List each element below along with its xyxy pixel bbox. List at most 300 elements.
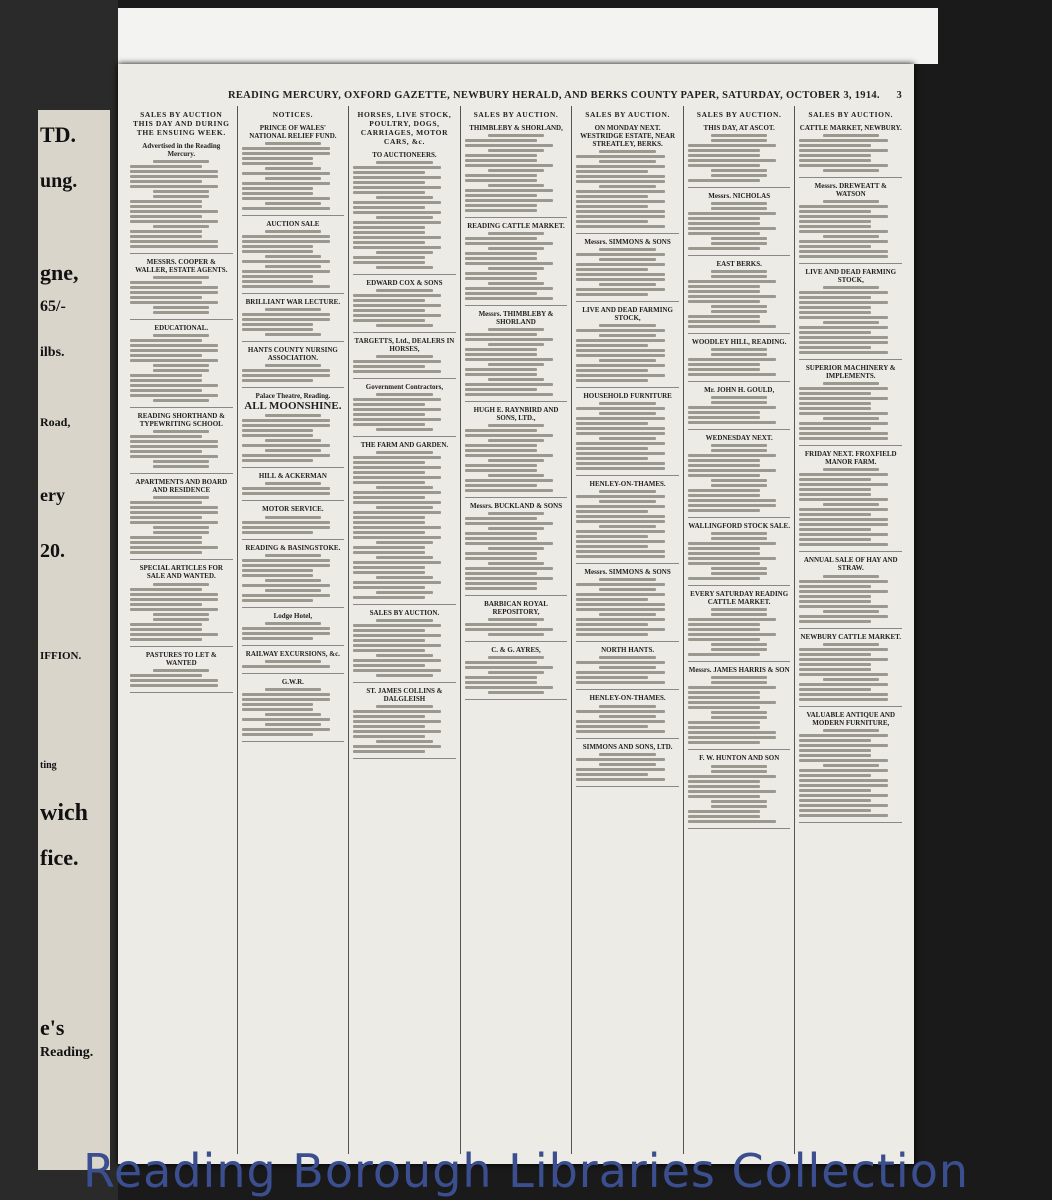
- advertisement-title: EDWARD COX & SONS: [366, 279, 443, 288]
- body-text-line: [376, 196, 432, 199]
- advertisement-title: Messrs. JAMES HARRIS & SON: [688, 666, 790, 675]
- body-text-line: [688, 358, 776, 361]
- adjacent-page-fragment: ung.: [40, 170, 78, 192]
- body-text-line: [799, 663, 871, 666]
- body-text-line: [711, 479, 767, 482]
- body-text-line: [353, 314, 441, 317]
- body-text-line: [711, 800, 767, 803]
- advertisement: [242, 296, 345, 342]
- body-text-line: [242, 526, 330, 529]
- body-text-line: [130, 296, 202, 299]
- body-text-line: [688, 144, 776, 147]
- body-text-line: [799, 331, 871, 334]
- body-text-line: [576, 417, 664, 420]
- body-text-line: [353, 730, 441, 733]
- body-text-line: [353, 659, 441, 662]
- body-text-line: [153, 334, 209, 337]
- body-text-line: [823, 382, 879, 385]
- body-text-line: [576, 710, 664, 713]
- body-text-line: [488, 474, 544, 477]
- body-text-line: [353, 571, 425, 574]
- advertisement: [465, 404, 568, 498]
- body-text-line: [711, 207, 767, 210]
- body-text-line: [799, 658, 887, 661]
- body-text-line: [153, 618, 209, 621]
- body-text-line: [688, 373, 776, 376]
- body-text-line: [711, 532, 767, 535]
- body-text-line: [353, 644, 441, 647]
- body-text-line: [799, 600, 871, 603]
- body-text-line: [376, 654, 432, 657]
- body-text-line: [130, 435, 202, 438]
- body-text-line: [799, 301, 887, 304]
- body-text-line: [353, 166, 441, 169]
- body-text-line: [799, 473, 887, 476]
- body-text-line: [799, 412, 887, 415]
- advertisement: [465, 220, 568, 306]
- body-text-line: [353, 531, 425, 534]
- body-text-line: [576, 447, 648, 450]
- advertisement: [242, 610, 345, 646]
- body-text-line: [265, 265, 321, 268]
- body-text-line: [353, 461, 425, 464]
- body-text-line: [488, 267, 544, 270]
- body-text-line: [130, 536, 202, 539]
- body-text-line: [353, 526, 441, 529]
- body-text-line: [130, 200, 202, 203]
- advertisement: [688, 520, 791, 586]
- body-text-line: [130, 551, 202, 554]
- body-text-line: [688, 217, 760, 220]
- body-text-line: [576, 165, 664, 168]
- page-header: [118, 90, 914, 104]
- body-text-line: [823, 417, 879, 420]
- body-text-line: [799, 698, 887, 701]
- body-text-line: [353, 370, 441, 373]
- advertisement: [130, 562, 233, 646]
- body-text-line: [688, 232, 760, 235]
- body-text-line: [465, 368, 537, 371]
- advertisement-title: HENLEY-ON-THAMES.: [589, 480, 666, 489]
- body-text-line: [265, 414, 321, 417]
- body-text-line: [711, 805, 767, 808]
- body-text-line: [130, 679, 218, 682]
- column-heading: HORSES, LIVE STOCK, POULTRY, DOGS, CARRIAGES, MOTOR CARS, &c.: [357, 110, 452, 146]
- body-text-line: [799, 518, 887, 521]
- body-text-line: [711, 770, 767, 773]
- body-text-line: [130, 440, 218, 443]
- body-text-line: [242, 369, 330, 372]
- body-text-line: [488, 439, 544, 442]
- adjacent-page-fragment: e's: [40, 1015, 65, 1040]
- body-text-line: [576, 661, 664, 664]
- adjacent-page-fragment: ting: [40, 760, 57, 771]
- advertisement: [799, 709, 902, 823]
- body-text-line: [599, 283, 655, 286]
- body-text-line: [711, 716, 767, 719]
- body-text-line: [265, 255, 321, 258]
- body-text-line: [576, 720, 664, 723]
- advertisement-title: Advertised in the Reading Mercury.: [142, 142, 221, 159]
- body-text-line: [799, 759, 887, 762]
- advertisement-title: HENLEY-ON-THAMES.: [589, 694, 666, 703]
- body-text-line: [353, 750, 425, 753]
- body-text-line: [799, 255, 887, 258]
- body-text-line: [576, 623, 648, 626]
- body-text-line: [711, 275, 767, 278]
- body-text-line: [130, 455, 218, 458]
- body-text-line: [465, 204, 537, 207]
- body-text-line: [153, 225, 209, 228]
- advertisement-title: SUPERIOR MACHINERY & IMPLEMENTS.: [805, 364, 896, 381]
- advertisement-title: LIVE AND DEAD FARMING STOCK,: [805, 268, 897, 285]
- body-text-line: [242, 162, 314, 165]
- body-text-line: [353, 664, 425, 667]
- body-text-line: [465, 577, 553, 580]
- body-text-line: [353, 191, 425, 194]
- body-text-line: [353, 471, 425, 474]
- body-text-line: [465, 572, 537, 575]
- body-text-line: [823, 678, 879, 681]
- body-text-line: [465, 358, 553, 361]
- body-text-line: [688, 509, 760, 512]
- advertisement-title: BRILLIANT WAR LECTURE.: [245, 298, 341, 307]
- body-text-line: [465, 666, 553, 669]
- advertisement-title: C. & G. AYRES,: [491, 646, 541, 655]
- body-text-line: [488, 562, 544, 565]
- body-text-line: [265, 230, 321, 233]
- body-text-line: [130, 240, 218, 243]
- body-text-line: [799, 693, 887, 696]
- advertisement-title: HANTS COUNTY NURSING ASSOCIATION.: [247, 346, 338, 363]
- body-text-line: [465, 189, 553, 192]
- body-text-line: [576, 515, 664, 518]
- body-text-line: [799, 513, 871, 516]
- body-text-line: [799, 580, 887, 583]
- body-text-line: [465, 209, 537, 212]
- body-text-line: [242, 459, 314, 462]
- advertisement-title: VALUABLE ANTIQUE AND MODERN FURNITURE,: [806, 710, 896, 727]
- body-text-line: [799, 144, 871, 147]
- body-text-line: [576, 374, 664, 377]
- body-text-line: [576, 278, 664, 281]
- advertisement: [576, 692, 679, 738]
- body-text-line: [153, 369, 209, 372]
- body-text-line: [688, 315, 760, 318]
- body-text-line: [688, 285, 760, 288]
- advertisement: [242, 648, 345, 674]
- body-text-line: [688, 411, 760, 414]
- body-text-line: [599, 666, 655, 669]
- body-text-line: [688, 499, 776, 502]
- body-text-line: [688, 686, 776, 689]
- body-text-line: [376, 674, 432, 677]
- body-text-line: [130, 506, 218, 509]
- body-text-line: [688, 577, 760, 580]
- body-text-line: [242, 285, 330, 288]
- adjacent-page-fragment: fice.: [40, 845, 79, 870]
- body-text-line: [130, 210, 218, 213]
- body-text-line: [688, 795, 760, 798]
- body-text-line: [711, 648, 767, 651]
- body-text-line: [130, 511, 218, 514]
- body-text-line: [376, 289, 432, 292]
- body-text-line: [576, 452, 664, 455]
- body-text-line: [242, 693, 330, 696]
- advertisement-title: CATTLE MARKET, NEWBURY.: [799, 124, 902, 132]
- body-text-line: [376, 251, 432, 254]
- body-text-line: [799, 605, 887, 608]
- body-text-line: [799, 774, 871, 777]
- newspaper-column: [571, 106, 683, 1154]
- body-text-line: [711, 396, 767, 399]
- body-text-line: [265, 482, 321, 485]
- body-text-line: [153, 190, 209, 193]
- body-text-line: [688, 469, 776, 472]
- body-text-line: [799, 538, 871, 541]
- adjacent-page-fragment: Reading.: [40, 1045, 94, 1060]
- body-text-line: [576, 535, 648, 538]
- body-text-line: [465, 532, 537, 535]
- advertisement: [799, 362, 902, 446]
- body-text-line: [465, 484, 537, 487]
- body-text-line: [130, 684, 218, 687]
- body-text-line: [576, 583, 664, 586]
- newspaper-columns: [126, 106, 906, 1154]
- body-text-line: [465, 623, 537, 626]
- body-text-line: [265, 516, 321, 519]
- advertisement-title: READING CATTLE MARKET.: [467, 222, 565, 231]
- body-text-line: [242, 454, 330, 457]
- body-text-line: [265, 167, 321, 170]
- body-text-line: [353, 586, 425, 589]
- body-text-line: [799, 533, 887, 536]
- body-text-line: [799, 523, 887, 526]
- body-text-line: [799, 387, 887, 390]
- body-text-line: [353, 596, 425, 599]
- body-text-line: [242, 594, 330, 597]
- body-text-line: [130, 339, 202, 342]
- body-text-line: [242, 569, 314, 572]
- body-text-line: [465, 272, 537, 275]
- body-text-line: [799, 164, 887, 167]
- body-text-line: [353, 423, 425, 426]
- body-text-line: [576, 288, 664, 291]
- body-text-line: [488, 656, 544, 659]
- body-text-line: [799, 749, 871, 752]
- body-text-line: [711, 134, 767, 137]
- body-text-line: [353, 403, 425, 406]
- body-text-line: [823, 643, 879, 646]
- body-text-line: [130, 450, 202, 453]
- body-text-line: [130, 235, 202, 238]
- body-text-line: [799, 814, 887, 817]
- newspaper-column: [794, 106, 906, 1154]
- advertisement-title: ANNUAL SALE OF HAY AND STRAW.: [803, 556, 898, 573]
- advertisement: [576, 304, 679, 388]
- body-text-line: [576, 369, 648, 372]
- body-text-line: [799, 291, 887, 294]
- body-text-line: [711, 270, 767, 273]
- body-text-line: [823, 468, 879, 471]
- body-text-line: [353, 516, 425, 519]
- body-text-line: [711, 681, 767, 684]
- adjacent-page-fragment: 20.: [40, 540, 65, 562]
- advertisement: [688, 258, 791, 334]
- body-text-line: [799, 754, 871, 757]
- advertisement: [242, 470, 345, 501]
- advertisement-title: THIS DAY, AT ASCOT.: [703, 124, 775, 132]
- advertisement-title: Messrs. THIMBLEBY & SHORLAND: [478, 310, 554, 327]
- body-text-line: [242, 434, 314, 437]
- body-text-line: [153, 430, 209, 433]
- body-text-line: [242, 235, 330, 238]
- advertisement-title: APARTMENTS AND BOARD AND RESIDENCE: [135, 478, 228, 495]
- adjacent-page-fragment: wich: [40, 800, 88, 826]
- body-text-line: [599, 412, 655, 415]
- body-text-line: [353, 511, 441, 514]
- body-text-line: [353, 581, 441, 584]
- body-text-line: [376, 355, 432, 358]
- body-text-line: [711, 310, 767, 313]
- body-text-line: [711, 353, 767, 356]
- body-text-line: [599, 705, 655, 708]
- body-text-line: [242, 280, 314, 283]
- body-text-line: [799, 336, 887, 339]
- body-text-line: [153, 160, 209, 163]
- adjacent-page-strip: [0, 0, 118, 1200]
- body-text-line: [576, 293, 648, 296]
- body-text-line: [576, 773, 648, 776]
- body-text-line: [799, 585, 871, 588]
- body-text-line: [130, 598, 218, 601]
- body-text-line: [242, 718, 330, 721]
- body-text-line: [353, 309, 425, 312]
- body-text-line: [599, 248, 655, 251]
- body-text-line: [711, 572, 767, 575]
- body-text-line: [130, 628, 202, 631]
- advertisement-title: FRIDAY NEXT. FROXFIELD MANOR FARM.: [804, 450, 897, 467]
- body-text-line: [130, 603, 202, 606]
- body-text-line: [465, 454, 553, 457]
- advertisement: [465, 598, 568, 642]
- body-text-line: [242, 197, 330, 200]
- body-text-line: [130, 384, 218, 387]
- body-text-line: [576, 205, 648, 208]
- body-text-line: [711, 613, 767, 616]
- body-text-line: [353, 481, 425, 484]
- body-text-line: [799, 250, 887, 253]
- body-text-line: [353, 546, 425, 549]
- body-text-line: [465, 159, 537, 162]
- body-text-line: [376, 428, 432, 431]
- body-text-line: [576, 432, 664, 435]
- body-text-line: [688, 653, 760, 656]
- body-text-line: [599, 715, 655, 718]
- column-heading: SALES BY AUCTION.: [473, 110, 559, 119]
- advertisement-title: BARBICAN ROYAL REPOSITORY,: [484, 600, 548, 617]
- body-text-line: [799, 397, 887, 400]
- body-text-line: [688, 179, 760, 182]
- body-text-line: [823, 610, 879, 613]
- body-text-line: [688, 494, 760, 497]
- body-text-line: [688, 222, 760, 225]
- body-text-line: [688, 815, 760, 818]
- body-text-line: [130, 389, 202, 392]
- body-text-line: [153, 460, 209, 463]
- body-text-line: [576, 520, 664, 523]
- body-text-line: [576, 495, 664, 498]
- body-text-line: [353, 365, 425, 368]
- body-text-line: [353, 629, 425, 632]
- body-text-line: [711, 676, 767, 679]
- body-text-line: [465, 164, 553, 167]
- body-text-line: [265, 554, 321, 557]
- body-text-line: [153, 583, 209, 586]
- body-text-line: [242, 260, 330, 263]
- body-text-line: [688, 416, 760, 419]
- body-text-line: [688, 562, 760, 565]
- body-text-line: [576, 725, 648, 728]
- body-text-line: [242, 637, 314, 640]
- body-text-line: [130, 638, 202, 641]
- body-text-line: [488, 149, 544, 152]
- advertisement: [688, 190, 791, 256]
- body-text-line: [488, 134, 544, 137]
- body-text-line: [799, 427, 871, 430]
- body-text-line: [823, 134, 879, 137]
- body-text-line: [688, 623, 760, 626]
- body-text-line: [465, 522, 553, 525]
- body-text-line: [465, 348, 537, 351]
- body-text-line: [130, 379, 202, 382]
- body-text-line: [799, 346, 871, 349]
- adjacent-page-fragment: TD.: [40, 122, 77, 147]
- body-text-line: [688, 790, 776, 793]
- advertisement: [353, 607, 456, 683]
- body-text-line: [688, 638, 760, 641]
- body-text-line: [465, 262, 553, 265]
- body-text-line: [576, 778, 664, 781]
- advertisement-title: READING SHORTHAND & TYPEWRITING SCHOOL: [137, 412, 225, 429]
- body-text-line: [799, 673, 887, 676]
- body-text-line: [823, 321, 879, 324]
- body-text-line: [376, 740, 432, 743]
- body-text-line: [353, 536, 441, 539]
- body-text-line: [799, 311, 871, 314]
- body-text-line: [488, 343, 544, 346]
- body-text-line: [265, 333, 321, 336]
- body-text-line: [353, 236, 441, 239]
- advertisement-title: SALES BY AUCTION.: [369, 609, 440, 618]
- body-text-line: [488, 512, 544, 515]
- body-text-line: [353, 725, 425, 728]
- body-text-line: [799, 139, 887, 142]
- body-text-line: [353, 521, 425, 524]
- body-text-line: [153, 613, 209, 616]
- body-text-line: [130, 445, 218, 448]
- advertisement: [465, 500, 568, 596]
- body-text-line: [353, 456, 441, 459]
- body-text-line: [130, 633, 218, 636]
- body-text-line: [353, 261, 425, 264]
- body-text-line: [799, 799, 871, 802]
- body-text-line: [242, 632, 330, 635]
- body-text-line: [576, 545, 648, 548]
- body-text-line: [688, 363, 760, 366]
- body-text-line: [353, 413, 425, 416]
- advertisement: [465, 644, 568, 700]
